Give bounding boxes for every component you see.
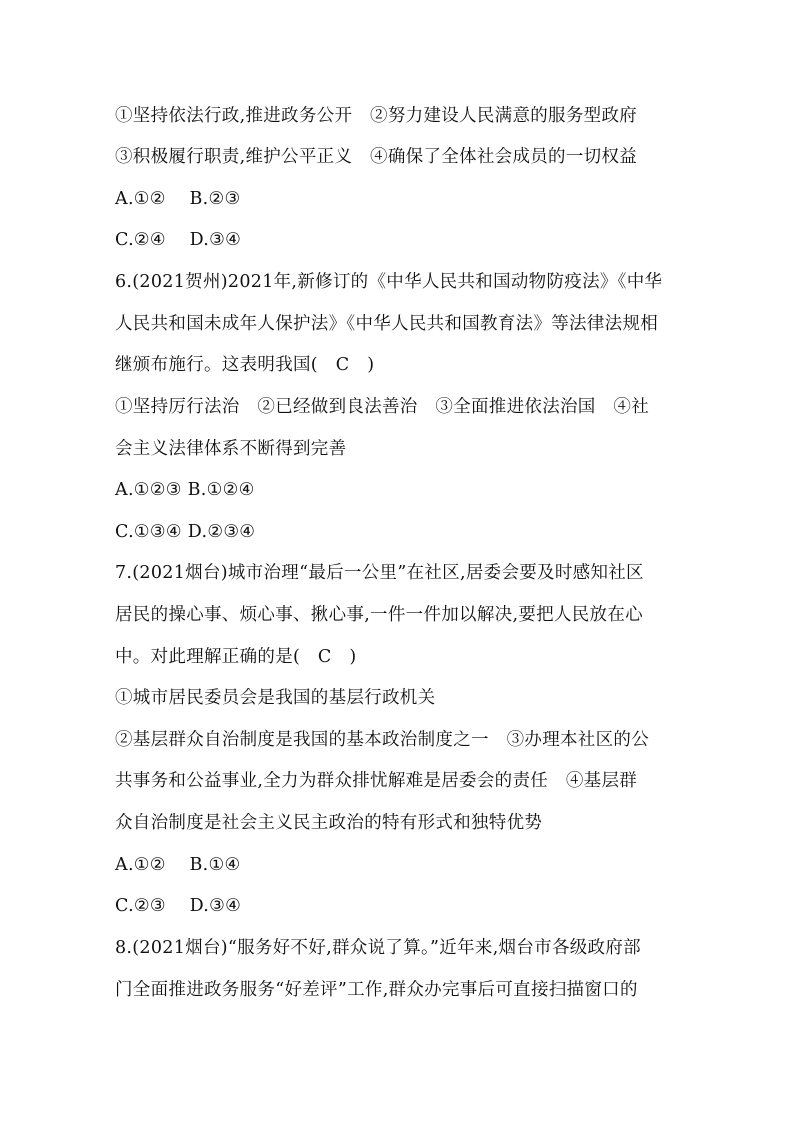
question-6-line: 6.(2021贺州)2021年,新修订的《中华人民共和国动物防疫法》《中华: [115, 272, 663, 292]
option-line: C.②④ D.③④: [115, 230, 242, 250]
question-7-line: 7.(2021烟台)城市治理“最后一公里”在社区,居委会要及时感知社区: [115, 563, 644, 583]
text-line: 居民的操心事、烦心事、揪心事,一件一件加以解决,要把人民放在心: [115, 605, 643, 625]
text-line: 门全面推进政务服务“好差评”工作,群众办完事后可直接扫描窗口的: [115, 980, 638, 1000]
option-line: A.①② B.②③: [115, 189, 241, 209]
text-line: ③积极履行职责,维护公平正义 ④确保了全体社会成员的一切权益: [115, 147, 638, 167]
text-line: 共事务和公益事业,全力为群众排忧解难是居委会的责任 ④基层群: [115, 771, 638, 791]
text-line: ①坚持厉行法治 ②已经做到良法善治 ③全面推进依法治国 ④社: [115, 397, 649, 417]
text-line: ①城市居民委员会是我国的基层行政机关: [115, 688, 436, 708]
text-line: 中。对此理解正确的是( C ): [115, 647, 357, 667]
question-8-line: 8.(2021烟台)“服务好不好,群众说了算。”近年来,烟台市各级政府部: [115, 938, 641, 958]
text-line: 继颁布施行。这表明我国( C ): [115, 355, 375, 375]
option-line: A.①②③ B.①②④: [115, 480, 255, 500]
text-line: ②基层群众自治制度是我国的基本政治制度之一 ③办理本社区的公: [115, 730, 649, 750]
text-line: 会主义法律体系不断得到完善: [115, 439, 347, 459]
text-line: ①坚持依法行政,推进政务公开 ②努力建设人民满意的服务型政府: [115, 106, 638, 126]
text-line: 众自治制度是社会主义民主政治的特有形式和独特优势: [115, 813, 543, 833]
option-line: C.①③④ D.②③④: [115, 522, 256, 542]
option-line: A.①② B.①④: [115, 855, 241, 875]
text-line: 人民共和国未成年人保护法》《中华人民共和国教育法》等法律法规相: [115, 314, 659, 334]
option-line: C.②③ D.③④: [115, 896, 242, 916]
